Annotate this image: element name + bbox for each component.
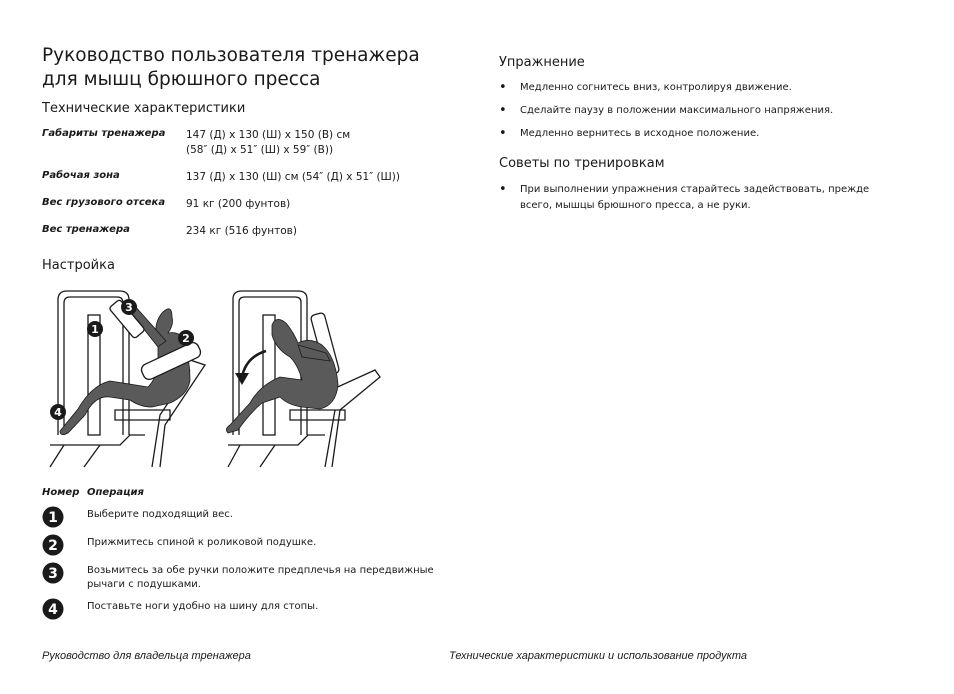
column-header-operation: Операция [87,487,144,498]
list-item [499,103,899,119]
footer-left: Руководство для владельца тренажера [42,650,251,662]
footer-right: Технические характеристики и использование продукта [449,650,748,662]
exerciser-figure-1 [60,299,202,434]
tips-list [499,182,889,221]
step-badge-1 [42,506,64,528]
tips-heading: Советы по тренировкам [499,156,665,171]
list-item-text: Сделайте паузу в положении максимального напряжения. [520,105,834,116]
step-text-2: Прижмитесь спиной к роликовой подушке. [87,537,317,548]
list-item-text: Медленно вернитесь в исходное положение. [520,128,760,139]
spec-value-weight-stack: 91 кг (200 фунтов) [186,198,291,210]
step-text-4: Поставьте ноги удобно на шину для стопы. [87,601,319,612]
step-badge-3 [42,562,64,584]
callout-label-3: 3 [125,301,133,314]
callout-badge-3 [121,299,137,315]
spec-value-line: (58″ (Д) x 51″ (Ш) x 59″ (В)) [186,144,334,156]
step-badge-4 [42,598,64,620]
step-number: 3 [48,566,58,582]
spec-value-machine-weight: 234 кг (516 фунтов) [186,225,297,237]
specs-heading: Технические характеристики [42,101,246,116]
step-text-3: Возьмитесь за обе ручки положите предплечья на передвижные рычаги с подушками. [87,565,434,590]
setup-heading: Настройка [42,258,115,273]
callout-label-1: 1 [91,323,99,336]
callout-badge-2 [178,330,194,346]
step-text-1: Выберите подходящий вес. [87,509,233,520]
spec-value-dimensions [186,128,446,158]
list-item [499,80,899,96]
spec-label-dimensions: Габариты тренажера [42,128,166,139]
step-number: 4 [48,602,58,618]
step-number: 2 [48,538,58,554]
exercise-list [499,80,899,149]
step-badge-2 [42,534,64,556]
callout-badge-4 [50,404,66,420]
spec-label-machine-weight: Вес тренажера [42,224,130,235]
page-title: Руководство пользователя тренажера для мышц брюшного пресса [42,45,420,90]
callout-label-2: 2 [182,332,190,345]
list-item-text: При выполнении упражнения старайтесь задействовать, прежде всего, мышцы брюшного пресса, а не руки. [520,184,870,211]
column-header-number: Номер [42,487,80,498]
spec-value-line: 147 (Д) x 130 (Ш) x 150 (В) см [186,129,351,141]
bullet-icon: • [499,182,507,197]
callout-badge-1 [87,321,103,337]
step-number: 1 [48,510,58,526]
list-item [499,182,889,214]
list-item [499,126,899,142]
bullet-icon: • [499,126,507,141]
spec-label-weight-stack: Вес грузового отсека [42,197,166,208]
setup-illustration [40,285,390,475]
bullet-icon: • [499,80,507,95]
spec-label-work-area: Рабочая зона [42,170,120,181]
bullet-icon: • [499,103,507,118]
exercise-heading: Упражнение [499,55,585,70]
list-item-text: Медленно согнитесь вниз, контролируя движение. [520,82,792,93]
callout-label-4: 4 [54,406,62,419]
spec-value-work-area: 137 (Д) x 130 (Ш) см (54″ (Д) x 51″ (Ш)) [186,171,400,183]
